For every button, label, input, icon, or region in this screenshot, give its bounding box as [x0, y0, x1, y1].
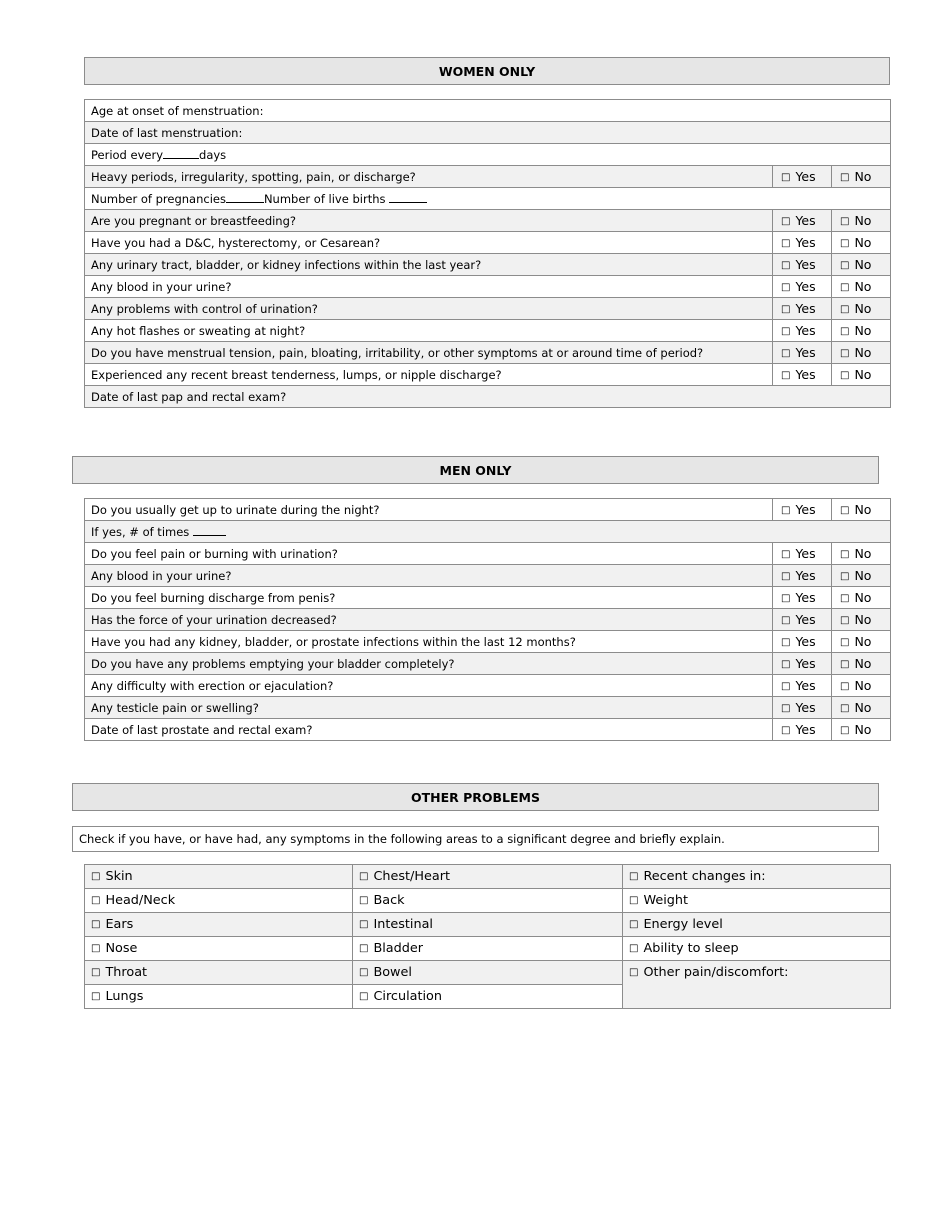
checkbox-icon: □: [91, 895, 101, 906]
checkbox-icon: □: [359, 991, 369, 1002]
symptom-lungs[interactable]: □ Lungs: [85, 985, 353, 1009]
checkbox-icon: □: [781, 615, 791, 626]
yes-option[interactable]: □ Yes: [773, 320, 832, 342]
checkbox-icon: □: [840, 304, 850, 315]
checkbox-icon: □: [840, 348, 850, 359]
yes-option[interactable]: □ Yes: [773, 609, 832, 631]
yes-option[interactable]: □ Yes: [773, 254, 832, 276]
question-label: Do you have any problems emptying your bladder completely?: [85, 653, 773, 675]
checkbox-icon: □: [781, 571, 791, 582]
question-label: Do you feel burning discharge from penis?: [85, 587, 773, 609]
yes-option[interactable]: □ Yes: [773, 276, 832, 298]
no-option[interactable]: □ No: [832, 609, 891, 631]
checkbox-icon: □: [840, 593, 850, 604]
pregnancies-label: Number of pregnancies: [91, 191, 226, 206]
yes-option[interactable]: □ Yes: [773, 565, 832, 587]
yes-option[interactable]: □ Yes: [773, 675, 832, 697]
no-option[interactable]: □ No: [832, 675, 891, 697]
no-option[interactable]: □ No: [832, 210, 891, 232]
men-only-table: [84, 498, 891, 741]
checkbox-icon: □: [359, 919, 369, 930]
checkbox-icon: □: [781, 703, 791, 714]
yes-option[interactable]: □ Yes: [773, 232, 832, 254]
no-option[interactable]: □ No: [832, 543, 891, 565]
checkbox-icon: □: [781, 725, 791, 736]
question-label: Has the force of your urination decreased?: [85, 609, 773, 631]
checkbox-icon: □: [781, 348, 791, 359]
checkbox-icon: □: [359, 871, 369, 882]
checkbox-icon: □: [840, 238, 850, 249]
checkbox-icon: □: [840, 703, 850, 714]
last-menstruation-label: Date of last menstruation:: [85, 122, 891, 144]
age-onset-label: Age at onset of menstruation:: [85, 100, 891, 122]
period-every-label: Period every: [91, 147, 164, 162]
checkbox-icon: □: [781, 172, 791, 183]
pregnancies-field[interactable]: [226, 192, 264, 203]
women-only-table: [84, 99, 891, 408]
checkbox-icon: □: [629, 919, 639, 930]
no-option[interactable]: □ No: [832, 364, 891, 386]
yes-option[interactable]: □ Yes: [773, 631, 832, 653]
yes-option[interactable]: □ Yes: [773, 719, 832, 741]
symptom-back[interactable]: □ Back: [353, 889, 623, 913]
yes-option[interactable]: □ Yes: [773, 587, 832, 609]
checkbox-icon: □: [91, 991, 101, 1002]
men-only-title: MEN ONLY: [439, 462, 512, 478]
question-label: Heavy periods, irregularity, spotting, pain, or discharge?: [85, 166, 773, 188]
live-births-label: Number of live births: [263, 191, 386, 206]
checkbox-icon: □: [91, 943, 101, 954]
checkbox-icon: □: [629, 967, 639, 978]
symptom-areas-table: [84, 864, 891, 1009]
no-option[interactable]: □ No: [832, 499, 891, 521]
checkbox-icon: □: [781, 659, 791, 670]
checkbox-icon: □: [840, 615, 850, 626]
times-row: [85, 521, 891, 543]
yes-option[interactable]: □ Yes: [773, 653, 832, 675]
yes-option[interactable]: □ Yes: [773, 697, 832, 719]
yes-option[interactable]: □ Yes: [773, 342, 832, 364]
symptom-weight[interactable]: □ Weight: [623, 889, 891, 913]
checkbox-icon: □: [840, 505, 850, 516]
period-days-label: days: [199, 147, 227, 162]
checkbox-icon: □: [781, 549, 791, 560]
yes-option[interactable]: □ Yes: [773, 364, 832, 386]
checkbox-icon: □: [840, 571, 850, 582]
question-label: Any problems with control of urination?: [85, 298, 773, 320]
times-field[interactable]: [193, 525, 226, 536]
checkbox-icon: □: [91, 871, 101, 882]
no-option[interactable]: □ No: [832, 587, 891, 609]
checkbox-icon: □: [781, 326, 791, 337]
live-births-field[interactable]: [389, 192, 427, 203]
checkbox-icon: □: [781, 637, 791, 648]
symptom-ability-to-sleep[interactable]: □ Ability to sleep: [623, 937, 891, 961]
symptom-throat[interactable]: □ Throat: [85, 961, 353, 985]
question-label: Have you had a D&C, hysterectomy, or Cesarean?: [85, 232, 773, 254]
checkbox-icon: □: [840, 172, 850, 183]
other-problems-title: OTHER PROBLEMS: [410, 789, 541, 805]
checkbox-icon: □: [840, 260, 850, 271]
question-label: Are you pregnant or breastfeeding?: [85, 210, 773, 232]
other-problems-header: [72, 783, 879, 811]
question-label: Any blood in your urine?: [85, 276, 773, 298]
question-label: Any blood in your urine?: [85, 565, 773, 587]
checkbox-icon: □: [840, 326, 850, 337]
question-label: Do you usually get up to urinate during the night?: [85, 499, 773, 521]
other-problems-instruction: Check if you have, or have had, any symptoms in the following areas to a significant degree and briefly explain.: [72, 826, 879, 852]
symptom-circulation[interactable]: □ Circulation: [353, 985, 623, 1009]
checkbox-icon: □: [840, 216, 850, 227]
checkbox-icon: □: [840, 282, 850, 293]
checkbox-icon: □: [359, 943, 369, 954]
yes-option[interactable]: □ Yes: [773, 298, 832, 320]
men-only-header: [72, 456, 879, 484]
no-option[interactable]: □ No: [832, 276, 891, 298]
symptom-head-neck[interactable]: □ Head/Neck: [85, 889, 353, 913]
checkbox-icon: □: [840, 659, 850, 670]
no-option[interactable]: □ No: [832, 166, 891, 188]
checkbox-icon: □: [359, 967, 369, 978]
yes-option[interactable]: □ Yes: [773, 499, 832, 521]
checkbox-icon: □: [359, 895, 369, 906]
symptom-ears[interactable]: □ Ears: [85, 913, 353, 937]
question-label: Date of last prostate and rectal exam?: [85, 719, 773, 741]
no-option[interactable]: □ No: [832, 565, 891, 587]
last-pap-label: Date of last pap and rectal exam?: [85, 386, 891, 408]
checkbox-icon: □: [781, 216, 791, 227]
no-option[interactable]: □ No: [832, 631, 891, 653]
checkbox-icon: □: [781, 304, 791, 315]
yes-option[interactable]: □ Yes: [773, 166, 832, 188]
no-option[interactable]: □ No: [832, 298, 891, 320]
checkbox-icon: □: [840, 681, 850, 692]
no-option[interactable]: □ No: [832, 653, 891, 675]
women-only-title: WOMEN ONLY: [438, 63, 536, 79]
checkbox-icon: □: [840, 370, 850, 381]
period-days-field[interactable]: [163, 148, 199, 159]
checkbox-icon: □: [91, 967, 101, 978]
checkbox-icon: □: [781, 681, 791, 692]
no-option[interactable]: □ No: [832, 320, 891, 342]
question-label: Have you had any kidney, bladder, or prostate infections within the last 12 months?: [85, 631, 773, 653]
checkbox-icon: □: [840, 637, 850, 648]
symptom-chest-heart[interactable]: □ Chest/Heart: [353, 865, 623, 889]
symptom-skin[interactable]: □ Skin: [85, 865, 353, 889]
question-label: Do you have menstrual tension, pain, bloating, irritability, or other symptoms at or around time of period?: [85, 342, 773, 364]
symptom-intestinal[interactable]: □ Intestinal: [353, 913, 623, 937]
checkbox-icon: □: [840, 725, 850, 736]
symptom-bladder[interactable]: □ Bladder: [353, 937, 623, 961]
checkbox-icon: □: [91, 919, 101, 930]
checkbox-icon: □: [629, 895, 639, 906]
symptom-energy-level[interactable]: □ Energy level: [623, 913, 891, 937]
checkbox-icon: □: [629, 943, 639, 954]
symptom-other-pain[interactable]: □ Other pain/discomfort:: [623, 961, 891, 1009]
no-option[interactable]: □ No: [832, 719, 891, 741]
checkbox-icon: □: [781, 505, 791, 516]
no-option[interactable]: □ No: [832, 697, 891, 719]
symptom-recent-changes[interactable]: □ Recent changes in:: [623, 865, 891, 889]
symptom-bowel[interactable]: □ Bowel: [353, 961, 623, 985]
checkbox-icon: □: [781, 238, 791, 249]
yes-option[interactable]: □ Yes: [773, 543, 832, 565]
no-option[interactable]: □ No: [832, 254, 891, 276]
checkbox-icon: □: [781, 260, 791, 271]
symptom-nose[interactable]: □ Nose: [85, 937, 353, 961]
question-label: Any urinary tract, bladder, or kidney infections within the last year?: [85, 254, 773, 276]
no-option[interactable]: □ No: [832, 232, 891, 254]
checkbox-icon: □: [840, 549, 850, 560]
checkbox-icon: □: [781, 370, 791, 381]
women-only-header: [84, 57, 890, 85]
question-label: Experienced any recent breast tenderness, lumps, or nipple discharge?: [85, 364, 773, 386]
checkbox-icon: □: [781, 282, 791, 293]
period-every-row: [85, 144, 891, 166]
question-label: Do you feel pain or burning with urination?: [85, 543, 773, 565]
question-label: Any difficulty with erection or ejaculation?: [85, 675, 773, 697]
no-option[interactable]: □ No: [832, 342, 891, 364]
times-label: If yes, # of times: [91, 524, 190, 539]
pregnancies-row: [85, 188, 891, 210]
question-label: Any testicle pain or swelling?: [85, 697, 773, 719]
yes-option[interactable]: □ Yes: [773, 210, 832, 232]
checkbox-icon: □: [629, 871, 639, 882]
checkbox-icon: □: [781, 593, 791, 604]
question-label: Any hot flashes or sweating at night?: [85, 320, 773, 342]
